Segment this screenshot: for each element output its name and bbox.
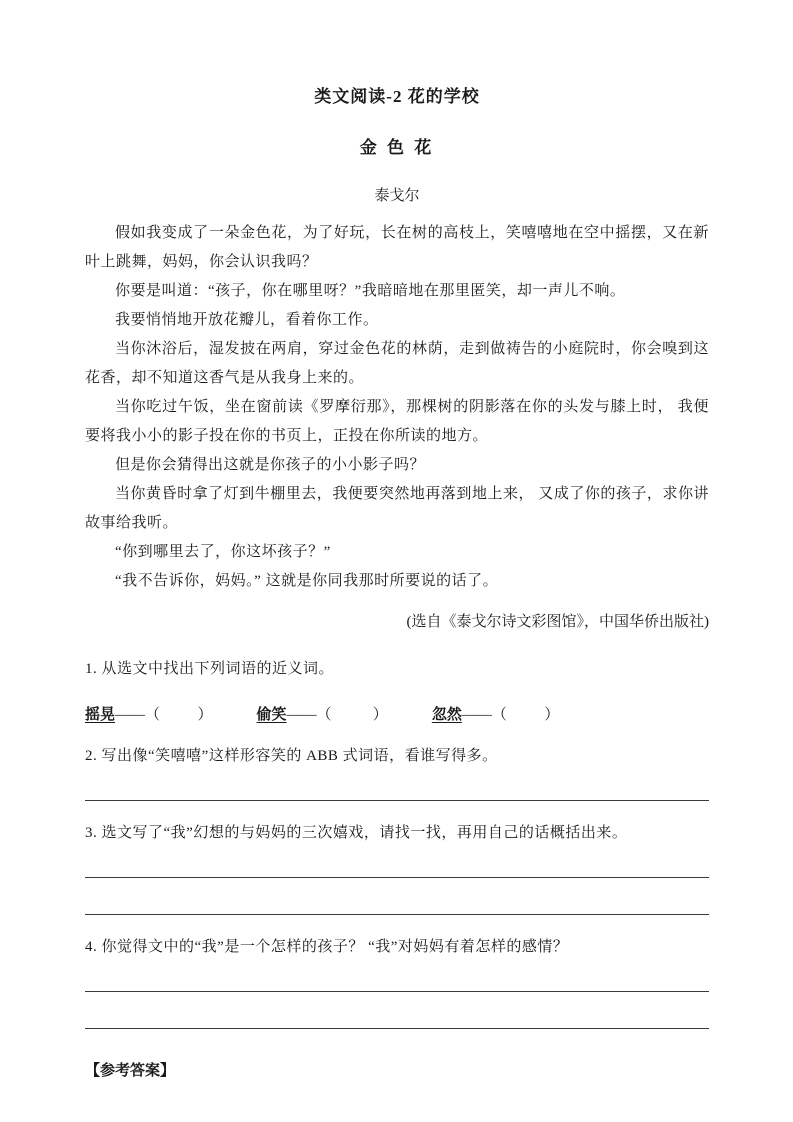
question-1: 1. 从选文中找出下列词语的近义词。 — [85, 661, 335, 677]
questions-section — [85, 657, 709, 1029]
question-3: 3. 选文写了“我”幻想的与妈妈的三次嬉戏，请找一找，再用自己的话概括出来。 — [85, 825, 628, 841]
answer-line — [85, 959, 709, 992]
poem-title: 金 色 花 — [359, 138, 435, 157]
synonym-word-1: 摇晃 — [85, 707, 116, 723]
synonym-item-1 — [85, 703, 213, 724]
question-4: 4. 你觉得文中的“我”是一个怎样的孩子？ “我”对妈妈有着怎样的感情？ — [85, 939, 569, 955]
document-title: 类文阅读-2 花的学校 — [314, 87, 480, 106]
question-2: 2. 写出像“笑嘻嘻”这样形容笑的 ABB 式词语，看谁写得多。 — [85, 748, 498, 764]
paragraph-1: 假如我变成了一朵金色花，为了好玩，长在树的高枝上，笑嘻嘻地在空中摇摆，又在新叶上跳舞，妈妈，你会认识我吗？ — [85, 225, 709, 270]
synonym-word-3: 忽然 — [431, 707, 462, 723]
paragraph-5: 当你吃过午饭，坐在窗前读《罗摩衍那》，那棵树的阴影落在你的头发与膝上时， 我便要将我小小的影子投在你的书页上，正投在你所读的地方。 — [85, 399, 709, 444]
answer-line — [85, 878, 709, 915]
answer-block-q3 — [85, 845, 709, 915]
paragraph-7: 当你黄昏时拿了灯到牛棚里去，我便要突然地再落到地上来， 又成了你的孩子，求你讲故事给我听。 — [85, 486, 709, 531]
source-attribution: (选自《泰戈尔诗文彩图馆》，中国华侨出版社) — [406, 614, 709, 630]
synonym-word-2: 偷笑 — [256, 707, 287, 723]
reference-answer-heading: 【参考答案】 — [85, 1063, 176, 1079]
author-name: 泰戈尔 — [374, 188, 420, 204]
answer-block-q4 — [85, 959, 709, 1029]
answer-line — [85, 768, 709, 801]
answer-line — [85, 992, 709, 1029]
paragraph-8: “你到哪里去了，你这坏孩子？” — [115, 544, 331, 560]
paragraph-6: 但是你会猜得出这就是你孩子的小小影子吗？ — [115, 457, 426, 473]
synonym-blank-2: ——（ ） — [286, 707, 388, 723]
synonym-item-2 — [257, 703, 388, 724]
paragraph-3: 我要悄悄地开放花瓣儿，看着你工作。 — [115, 312, 379, 328]
synonym-blank-3: ——（ ） — [461, 707, 560, 723]
paragraph-2: 你要是叫道：“孩子，你在哪里呀？”我暗暗地在那里匿笑，却一声儿不响。 — [115, 283, 626, 299]
paragraph-9: “我不告诉你，妈妈。” 这就是你同我那时所要说的话了。 — [115, 573, 499, 589]
answer-block-q2 — [85, 768, 709, 801]
poem-body — [85, 219, 709, 596]
synonym-blank-1: ——（ ） — [115, 707, 213, 723]
answer-line — [85, 845, 709, 878]
paragraph-4: 当你沐浴后，湿发披在两肩，穿过金色花的林荫，走到做祷告的小庭院时，你会嗅到这花香，却不知道这香气是从我身上来的。 — [85, 341, 709, 386]
synonym-item-3 — [432, 703, 560, 724]
synonym-fill-row — [85, 703, 709, 724]
